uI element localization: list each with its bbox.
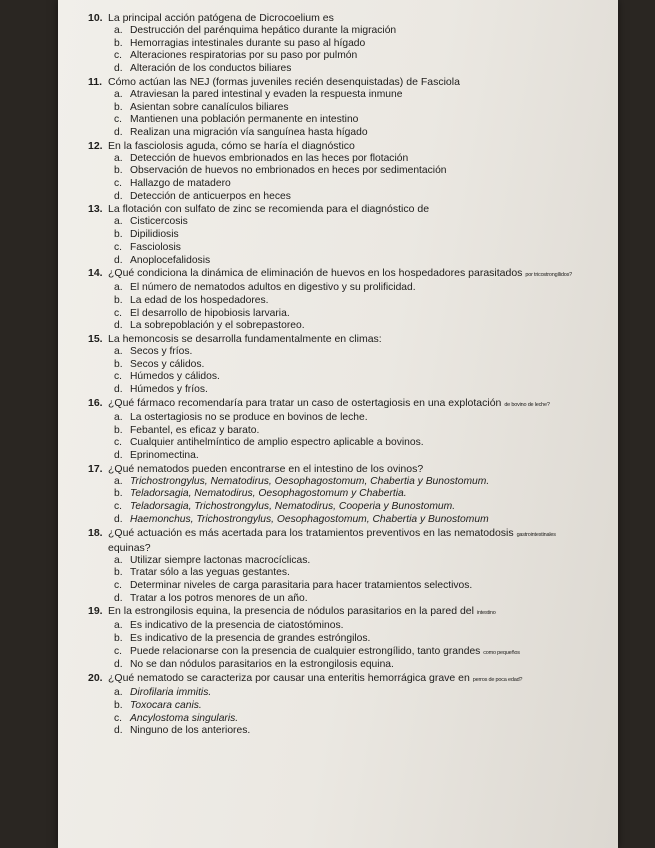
option-text: Hallazgo de matadero [130,178,231,190]
option-letter: b. [114,424,123,436]
option-letter: a. [114,216,123,228]
question-number: 10. [88,12,103,24]
answer-option [88,725,612,738]
question-stem-tail: perros de poca edad? [472,677,523,684]
answer-options [88,153,612,204]
answer-options [88,25,612,76]
question-block [88,397,612,463]
option-text: Destrucción del parénquima hepático durante la migración [130,25,397,36]
question-stem: Cómo actúan las NEJ (formas juveniles recién desenquistadas) de Fasciola [108,75,460,88]
answer-option [88,659,612,672]
question-stem-continued: equinas? [108,541,151,554]
question-stem: En la estrongilosis equina, la presencia de nódulos parasitarios en la pared del [108,605,474,618]
option-letter: a. [114,88,123,100]
answer-option [88,153,612,166]
question-text [88,140,612,153]
option-text: Tratar sólo a las yeguas gestantes. [130,567,290,579]
question-number: 17. [88,462,103,475]
option-letter: a. [114,554,123,566]
option-letter: a. [114,620,123,632]
question-block [88,203,612,267]
option-letter: c. [114,437,123,449]
question-number: 11. [88,75,103,88]
question-stem: La principal acción patógena de Dicrocoelium es [108,12,334,24]
answer-option [88,229,612,242]
question-text [88,527,612,555]
answer-options [88,412,612,463]
answer-option [88,25,612,38]
option-letter: c. [114,501,123,513]
question-stem: ¿Qué nematodo se caracteriza por causar una enteritis hemorrágica grave en [108,672,470,685]
option-text: Alteración de los conductos biliares [130,63,292,75]
option-letter: a. [114,282,123,294]
option-letter: c. [114,178,123,190]
answer-option [88,308,612,321]
option-text: Secos y fríos. [130,346,193,358]
exam-page [58,0,618,848]
option-text: Toxocara canis. [130,699,202,711]
question-block [88,605,612,672]
answer-option [88,242,612,255]
option-text: Hemorragias intestinales durante su paso al hígado [130,37,366,49]
option-letter: a. [114,25,123,36]
option-letter: a. [114,152,123,164]
option-letter: b. [114,101,123,113]
question-text [88,203,612,216]
answer-options [88,282,612,333]
answer-option [88,216,612,229]
question-number: 15. [88,333,103,346]
answer-options [88,620,612,672]
option-text: Tratar a los potros menores de un año. [130,592,308,604]
answer-option [88,476,612,489]
option-text: Utilizar siempre lactonas macrocíclicas. [130,554,311,566]
option-letter: d. [114,254,123,266]
question-number: 12. [88,139,103,152]
option-text: Cisticercosis [130,216,188,228]
answer-option [88,50,612,63]
question-list [88,12,612,738]
answer-option [88,700,612,713]
question-stem-tail: de bovino de leche? [504,401,550,408]
answer-option [88,114,612,127]
answer-options [88,346,612,397]
option-letter: a. [114,411,123,423]
option-text: La ostertagiosis no se produce en bovinos de leche. [130,411,368,423]
answer-option [88,567,612,580]
question-block [88,12,612,76]
option-text: Húmedos y fríos. [130,384,208,396]
answer-option [88,687,612,700]
option-text: Eprinomectina. [130,449,199,461]
question-block [88,463,612,527]
option-text: Mantienen una población permanente en intestino [130,114,359,126]
answer-option [88,38,612,51]
option-text: Trichostrongylus, Nematodirus, Oesophagostomum, Chabertia y Bunostomum. [130,475,490,487]
answer-options [88,89,612,140]
option-letter: c. [114,645,123,657]
answer-option [88,514,612,527]
option-letter: d. [114,592,123,604]
option-text: Observación de huevos no embrionados en heces por sedimentación [130,165,447,177]
option-text: Ancylostoma singularis. [130,712,239,724]
answer-option [88,450,612,463]
option-text: Febantel, es eficaz y barato. [130,424,260,436]
answer-option [88,178,612,191]
option-text: Atraviesan la pared intestinal y evaden la respuesta inmune [130,88,403,100]
option-letter: d. [114,126,123,138]
option-letter: d. [114,513,123,525]
question-number: 20. [88,672,103,685]
option-letter: d. [114,384,123,396]
answer-option [88,127,612,140]
option-letter: b. [114,294,123,306]
question-stem: La hemoncosis se desarrolla fundamentalmente en climas: [108,333,382,346]
answer-option [88,191,612,204]
option-text-tail: como pequeños [483,649,520,656]
option-letter: b. [114,699,123,711]
option-text: Alteraciones respiratorias por su paso por pulmón [130,50,358,62]
question-text [88,463,612,476]
option-text: Detección de huevos embrionados en las heces por flotación [130,152,409,164]
answer-options [88,687,612,738]
option-text: Secos y cálidos. [130,358,205,370]
answer-option [88,63,612,76]
question-stem: En la fasciolosis aguda, cómo se haría el diagnóstico [108,139,355,152]
option-text: Ninguno de los anteriores. [130,725,251,737]
answer-option [88,437,612,450]
option-text: Detección de anticuerpos en heces [130,190,291,202]
option-letter: a. [114,475,123,487]
answer-option [88,320,612,333]
option-letter: b. [114,488,123,500]
option-text: Determinar niveles de carga parasitaria para hacer tratamientos selectivos. [130,579,473,591]
option-letter: b. [114,37,123,49]
question-number: 16. [88,396,103,409]
option-letter: b. [114,165,123,177]
question-stem: ¿Qué fármaco recomendaría para tratar un caso de ostertagiosis en una explotación [108,396,502,409]
option-text: Puede relacionarse con la presencia de cualquier estrongílido, tanto grandes [130,645,481,657]
option-text: Húmedos y cálidos. [130,371,220,383]
answer-option [88,165,612,178]
option-letter: d. [114,659,123,671]
option-text: No se dan nódulos parasitarios en la estrongilosis equina. [130,659,394,671]
question-number: 19. [88,605,103,618]
answer-option [88,255,612,268]
answer-option [88,295,612,308]
option-text: Dirofilaria immitis. [130,687,212,699]
question-text [88,76,612,89]
option-text: Es indicativo de la presencia de ciatostóminos. [130,620,344,632]
answer-option [88,412,612,425]
question-text [88,267,612,282]
answer-option [88,102,612,115]
question-block [88,76,612,140]
option-text: La sobrepoblación y el sobrepastoreo. [130,320,305,332]
question-number: 18. [88,526,103,539]
option-text: Dipilidiosis [130,229,179,241]
question-stem: ¿Qué nematodos pueden encontrarse en el intestino de los ovinos? [108,462,424,475]
question-text [88,12,612,25]
question-stem-tail: intestino [476,610,496,617]
question-stem: La flotación con sulfato de zinc se recomienda para el diagnóstico de [108,203,430,216]
question-stem-tail: por tricostrongílidos? [525,272,573,279]
answer-option [88,633,612,646]
option-letter: c. [114,712,123,724]
answer-option [88,89,612,102]
option-text: Haemonchus, Trichostrongylus, Oesophagostomum, Chabertia y Bunostomum [130,513,489,525]
option-text: Anoplocefalidosis [130,254,211,266]
question-number: 13. [88,203,103,216]
option-letter: d. [114,190,123,202]
answer-option [88,488,612,501]
question-text [88,605,612,620]
answer-option [88,501,612,514]
answer-option [88,384,612,397]
question-stem: ¿Qué condiciona la dinámica de eliminación de huevos en los hospedadores parasitados [108,267,523,280]
option-letter: a. [114,346,123,358]
option-letter: a. [114,687,123,699]
answer-option [88,593,612,606]
answer-option [88,620,612,633]
option-text: Es indicativo de la presencia de grandes estróngilos. [130,633,371,645]
option-text: Teladorsagia, Trichostrongylus, Nematodirus, Cooperia y Bunostomum. [130,501,456,513]
option-text: Realizan una migración vía sanguínea hasta hígado [130,126,368,138]
option-letter: c. [114,241,123,253]
answer-option [88,555,612,568]
option-text: La edad de los hospedadores. [130,294,269,306]
answer-option [88,282,612,295]
option-letter: c. [114,50,123,62]
question-stem: ¿Qué actuación es más acertada para los tratamientos preventivos en las nematodosis [108,526,514,539]
question-block [88,333,612,397]
question-block [88,140,612,204]
answer-options [88,216,612,267]
answer-option [88,580,612,593]
option-letter: d. [114,63,123,75]
option-text: Asientan sobre canalículos biliares [130,101,289,113]
question-text [88,397,612,412]
option-letter: c. [114,371,123,383]
option-text: Fasciolosis [130,241,181,253]
answer-options [88,555,612,606]
option-text: El desarrollo de hipobiosis larvaria. [130,307,290,319]
option-letter: c. [114,114,123,126]
answer-option [88,425,612,438]
option-letter: b. [114,567,123,579]
question-text [88,333,612,346]
option-letter: d. [114,320,123,332]
answer-options [88,476,612,527]
question-block [88,267,612,333]
option-text: Cualquier antihelmíntico de amplio espectro aplicable a bovinos. [130,437,424,449]
option-letter: d. [114,725,123,737]
option-letter: c. [114,579,123,591]
option-letter: d. [114,449,123,461]
answer-option [88,713,612,726]
answer-option [88,346,612,359]
option-text: Teladorsagia, Nematodirus, Oesophagostomum y Chabertia. [130,488,407,500]
option-letter: b. [114,633,123,645]
option-text: El número de nematodos adultos en digestivo y su prolificidad. [130,282,416,294]
option-letter: b. [114,229,123,241]
question-text [88,672,612,687]
answer-option [88,646,612,660]
option-letter: b. [114,358,123,370]
option-letter: c. [114,307,123,319]
question-block [88,527,612,606]
answer-option [88,359,612,372]
question-block [88,672,612,738]
question-stem-tail: gastrointestinales [516,531,556,538]
answer-option [88,371,612,384]
question-number: 14. [88,267,103,280]
